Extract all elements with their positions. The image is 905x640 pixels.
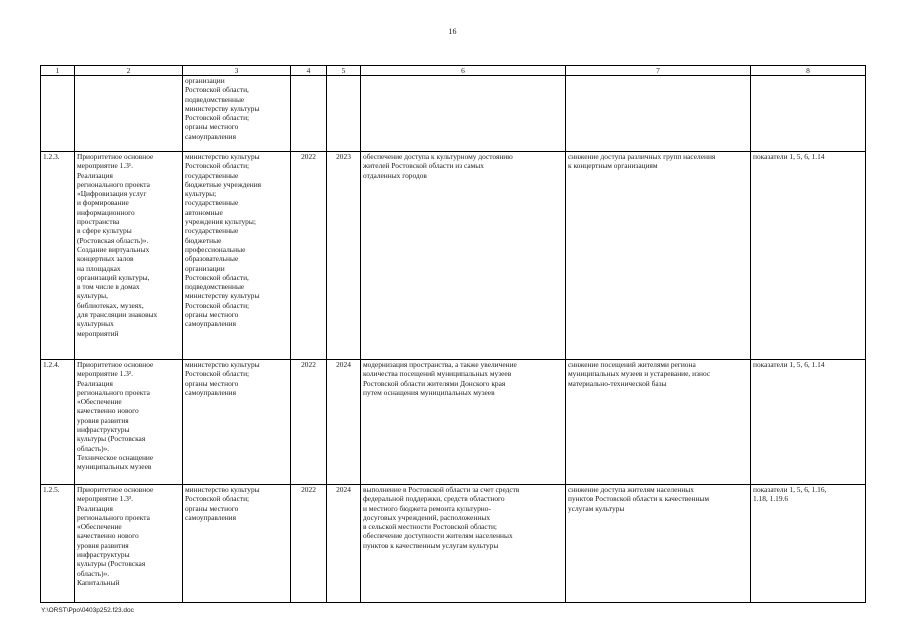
cell-text-line: профессиональные xyxy=(185,244,246,254)
measure-name-cell xyxy=(75,485,183,603)
cell-text-line: государственные xyxy=(185,226,239,236)
cell-text-line: выполнение в Ростовской области за счет средств xyxy=(363,485,520,494)
cell-text-line: количества посещений муниципальных музеев xyxy=(363,369,512,379)
indicators-cell xyxy=(751,76,866,152)
cell-text-line: образовательные xyxy=(185,254,239,264)
item-number-cell xyxy=(41,152,75,360)
header-row xyxy=(41,66,866,76)
cell-text-line: государственные xyxy=(185,170,239,180)
cell-text-line: бюджетные xyxy=(185,235,222,245)
cell-text: 2022 xyxy=(301,485,316,494)
cell-text-line: показатели 1, 5, 6, 1.16, xyxy=(753,485,827,494)
cell-text-line: Создание виртуальных xyxy=(77,244,150,254)
cell-text-line: министерство культуры xyxy=(185,152,260,161)
cell-text-line: автономные xyxy=(185,207,223,217)
cell-text-line: органы местного xyxy=(185,122,239,132)
cell-text: 2022 xyxy=(301,360,316,369)
cell-text-line: мероприятий xyxy=(77,328,119,338)
start-year-cell xyxy=(291,76,327,152)
cell-text-line: муниципальных музеев xyxy=(77,462,152,472)
measure-name-cell xyxy=(75,76,183,152)
expected-result-cell xyxy=(361,360,566,485)
cell-text-line: органы местного xyxy=(185,378,239,388)
cell-text-line: на площадках xyxy=(77,263,121,273)
cell-text-line: культуры (Ростовская xyxy=(77,434,146,444)
end-year-cell xyxy=(327,360,361,485)
cell-text-line: министерству культуры xyxy=(185,103,260,113)
cell-text-line: государственные xyxy=(185,198,239,208)
cell-text-line: культуры, xyxy=(77,291,108,301)
cell-text-line: «Обеспечение xyxy=(77,397,122,407)
cell-text-line: 1.2.3. xyxy=(43,152,60,161)
cell-text-line: обеспечение доступа к культурному достоянию xyxy=(363,152,513,161)
cell-text-line: модернизация пространства, а также увеличение xyxy=(363,360,517,369)
cell-text-line: «Обеспечение xyxy=(77,522,122,532)
cell-text-line: самоуправления xyxy=(185,131,237,141)
start-year-cell xyxy=(291,485,327,603)
cell-text-line: пунктов к качественным услугам культуры xyxy=(363,540,499,550)
executor-cell xyxy=(183,360,291,485)
cell-text-line: Ростовской области; xyxy=(185,113,250,123)
footer-file-path: Y:\ORST\Ppo\0403p252.f23.doc xyxy=(41,607,134,614)
cell-text-line: Техническое оснащение xyxy=(77,452,154,462)
cell-text-line: обеспечение доступности жителям населенных xyxy=(363,531,513,541)
cell-text-line: Приоритетное основное xyxy=(77,485,154,494)
cell-text-line: Ростовской области; xyxy=(185,300,250,310)
header-cell: 8 xyxy=(751,66,866,76)
header-cell: 6 xyxy=(361,66,566,76)
cell-text: 2022 xyxy=(301,152,316,161)
cell-text-line: пространства xyxy=(77,217,120,227)
cell-text-line: Ростовской области; xyxy=(185,494,250,504)
cell-text-line: министерству культуры xyxy=(185,291,260,301)
header-cell: 5 xyxy=(327,66,361,76)
cell-text-line: Ростовской области; xyxy=(185,161,250,171)
cell-text-line: Реализация xyxy=(77,503,113,513)
measure-name-cell xyxy=(75,152,183,360)
cell-text-line: Ростовской области; xyxy=(185,369,250,379)
cell-text: 2024 xyxy=(336,485,351,494)
cell-text-line: уровня развития xyxy=(77,415,129,425)
cell-text-line: Капитальный xyxy=(77,577,120,587)
cell-text-line: снижение посещений жителями региона xyxy=(568,360,696,369)
header-cell: 1 xyxy=(41,66,75,76)
cell-text-line: к концертным организациям xyxy=(568,161,658,171)
cell-text-line: 1.2.5. xyxy=(43,485,60,494)
cell-text-line: мероприятие 1.3¹. xyxy=(77,161,133,171)
cell-text-line: культурных xyxy=(77,319,114,329)
cell-text-line: в том числе в домах xyxy=(77,282,140,292)
cell-text-line: Реализация xyxy=(77,170,113,180)
cell-text-line: область)». xyxy=(77,443,110,453)
cell-text-line: концертных залов xyxy=(77,254,134,264)
cell-text-line: снижение доступа жителям населенных xyxy=(568,485,694,494)
cell-text-line: уровня развития xyxy=(77,540,129,550)
cell-text-line: регионального проекта xyxy=(77,179,150,189)
cell-text-line: в сельской местности Ростовской области; xyxy=(363,522,497,532)
cell-text-line: информационного xyxy=(77,207,135,217)
table-row xyxy=(41,152,866,360)
cell-text-line: регионального проекта xyxy=(77,512,150,522)
cell-text: 2024 xyxy=(336,360,351,369)
cell-text-line: для трансляции знаковых xyxy=(77,310,158,320)
measure-name-cell xyxy=(75,360,183,485)
cell-text-line: федеральной поддержки, средств областного xyxy=(363,494,505,504)
indicators-cell xyxy=(751,152,866,360)
item-number-cell xyxy=(41,360,75,485)
cell-text-line: Ростовской области, xyxy=(185,272,249,282)
cell-text-line: министерство культуры xyxy=(185,360,260,369)
page-number: 16 xyxy=(448,27,457,36)
cell-text-line: Приоритетное основное xyxy=(77,152,154,161)
cell-text: 2023 xyxy=(336,152,351,161)
measures-table xyxy=(40,65,866,603)
cell-text-line: подведомственные xyxy=(185,282,245,292)
end-year-cell xyxy=(327,152,361,360)
cell-text-line: муниципальных музеев и устаревание, износ xyxy=(568,369,711,379)
executor-cell xyxy=(183,152,291,360)
cell-text-line: мероприятие 1.3³. xyxy=(77,494,133,504)
cell-text-line: самоуправления xyxy=(185,387,237,397)
cell-text-line: 1.2.4. xyxy=(43,360,60,369)
cell-text-line: Ростовской области, xyxy=(185,85,249,95)
cell-text-line: органы местного xyxy=(185,503,239,513)
consequences-cell xyxy=(566,360,751,485)
cell-text-line: качественно нового xyxy=(77,406,139,416)
cell-text-line: организаций культуры, xyxy=(77,272,150,282)
cell-text-line: Реализация xyxy=(77,378,113,388)
item-number-cell xyxy=(41,485,75,603)
cell-text-line: Ростовской области жителями Донского края xyxy=(363,378,506,388)
item-number-cell xyxy=(41,76,75,152)
cell-text-line: материально-технической базы xyxy=(568,378,667,388)
executor-cell xyxy=(183,76,291,152)
cell-text-line: «Цифровизация услуг xyxy=(77,189,147,199)
header-cell: 7 xyxy=(566,66,751,76)
cell-text-line: культуры; xyxy=(185,189,217,199)
cell-text-line: мероприятие 1.3². xyxy=(77,369,133,379)
end-year-cell xyxy=(327,76,361,152)
cell-text-line: область)». xyxy=(77,568,110,578)
cell-text-line: пунктов Ростовской области к качественным xyxy=(568,494,710,504)
table-row xyxy=(41,76,866,152)
cell-text-line: бюджетные учреждения xyxy=(185,179,262,189)
cell-text-line: снижение доступа различных групп населения xyxy=(568,152,716,161)
cell-text-line: регионального проекта xyxy=(77,387,150,397)
cell-text-line: (Ростовская область)». xyxy=(77,235,149,245)
cell-text-line: министерство культуры xyxy=(185,485,260,494)
cell-text-line: культуры (Ростовская xyxy=(77,559,146,569)
start-year-cell xyxy=(291,152,327,360)
consequences-cell xyxy=(566,485,751,603)
cell-text-line: самоуправления xyxy=(185,319,237,329)
cell-text-line: показатели 1, 5, 6, 1.14 xyxy=(753,152,825,161)
cell-text-line: показатели 1, 5, 6, 1.14 xyxy=(753,360,825,369)
header-cell: 2 xyxy=(75,66,183,76)
cell-text-line: организации xyxy=(185,76,225,85)
table-row xyxy=(41,485,866,603)
cell-text-line: библиотеках, музеях, xyxy=(77,300,144,310)
cell-text-line: жителей Ростовской области из самых xyxy=(363,161,484,171)
cell-text-line: 1.18, 1.19.6 xyxy=(753,494,789,504)
cell-text-line: инфраструктуры xyxy=(77,550,130,560)
cell-text-line: и местного бюджета ремонта культурно- xyxy=(363,503,491,513)
cell-text-line: органы местного xyxy=(185,310,239,320)
cell-text-line: досуговых учреждений, расположенных xyxy=(363,512,491,522)
executor-cell xyxy=(183,485,291,603)
cell-text-line: и формирование xyxy=(77,198,129,208)
consequences-cell xyxy=(566,76,751,152)
start-year-cell xyxy=(291,360,327,485)
consequences-cell xyxy=(566,152,751,360)
cell-text-line: Приоритетное основное xyxy=(77,360,154,369)
cell-text-line: учреждения культуры; xyxy=(185,217,256,227)
table-row xyxy=(41,360,866,485)
end-year-cell xyxy=(327,485,361,603)
header-cell: 3 xyxy=(183,66,291,76)
indicators-cell xyxy=(751,485,866,603)
cell-text-line: отдаленных городов xyxy=(363,170,427,180)
cell-text-line: качественно нового xyxy=(77,531,139,541)
cell-text-line: организации xyxy=(185,263,225,273)
cell-text-line: услугам культуры xyxy=(568,503,625,513)
cell-text-line: самоуправления xyxy=(185,512,237,522)
cell-text-line: путем оснащения муниципальных музеев xyxy=(363,387,495,397)
indicators-cell xyxy=(751,360,866,485)
expected-result-cell xyxy=(361,76,566,152)
cell-text-line: подведомственные xyxy=(185,94,245,104)
expected-result-cell xyxy=(361,152,566,360)
expected-result-cell xyxy=(361,485,566,603)
cell-text-line: в сфере культуры xyxy=(77,226,132,236)
cell-text-line: инфраструктуры xyxy=(77,425,130,435)
header-cell: 4 xyxy=(291,66,327,76)
